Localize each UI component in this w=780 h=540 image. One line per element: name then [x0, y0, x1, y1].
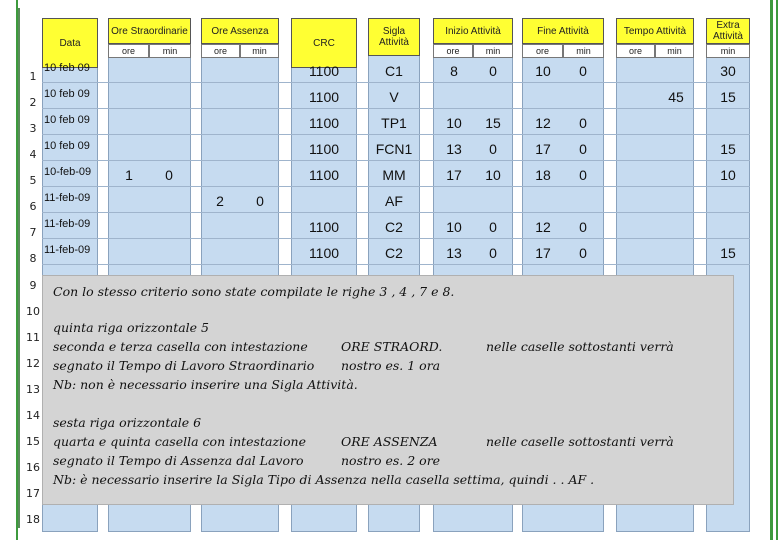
cell-crc[interactable]: 1100 [308, 141, 340, 157]
row-divider [42, 134, 750, 135]
cell-fine-ore[interactable]: 17 [535, 245, 551, 261]
note-line-1: Con lo stesso criterio sono state compilate le righe 3 , 4 , 7 e 8. [53, 284, 455, 299]
note-p1-line-c1: segnato il Tempo di Lavoro Straordinario [53, 358, 315, 373]
row-number[interactable]: 12 [26, 357, 40, 370]
cell-fine-min[interactable]: 0 [579, 63, 587, 79]
note-p2-line-b3: nelle caselle sottostanti verrà [486, 434, 674, 449]
explanation-note [42, 275, 734, 505]
row-number[interactable]: 5 [29, 174, 37, 187]
row-number[interactable]: 6 [29, 200, 37, 213]
cell-inizio-min[interactable]: 15 [485, 115, 501, 131]
cell-sigla[interactable]: FCN1 [375, 141, 413, 157]
cell-data[interactable]: 10-feb-09 [44, 166, 92, 178]
cell-assenza-min[interactable]: 0 [256, 193, 264, 209]
row-number[interactable]: 2 [29, 96, 37, 109]
row-number[interactable]: 11 [26, 331, 40, 344]
header-sigla-attivita[interactable]: Sigla Attività [368, 18, 420, 56]
subheader-inizio-min: min [473, 44, 513, 58]
cell-fine-min[interactable]: 0 [579, 167, 587, 183]
row-number[interactable]: 18 [26, 513, 40, 526]
cell-data[interactable]: 10 feb 09 [44, 140, 90, 152]
cell-data[interactable]: 10 feb 09 [44, 62, 90, 74]
note-p2-line-c2: nostro es. 2 ore [341, 453, 441, 468]
cell-inizio-ore[interactable]: 13 [446, 245, 462, 261]
note-p2-nb: Nb: è necessario inserire la Sigla Tipo di Assenza nella casella settima, quindi . . AF . [53, 472, 595, 487]
cell-sigla[interactable]: C1 [385, 63, 403, 79]
cell-inizio-min[interactable]: 0 [489, 219, 497, 235]
frame-right-border [770, 0, 773, 540]
header-crc[interactable]: CRC [291, 18, 357, 68]
header-ore-straordinarie[interactable]: Ore Straordinarie [108, 18, 191, 44]
row-number[interactable]: 16 [26, 461, 40, 474]
note-p1-line-b1: seconda e terza casella con intestazione [53, 339, 308, 354]
cell-fine-min[interactable]: 0 [579, 219, 587, 235]
header-inizio-attivita[interactable]: Inizio Attività [433, 18, 513, 44]
note-p1-nb: Nb: non è necessario inserire una Sigla Attività. [53, 377, 358, 392]
note-p2-title: sesta riga orizzontale 6 [53, 415, 202, 430]
cell-extra[interactable]: 30 [720, 63, 736, 79]
cell-crc[interactable]: 1100 [308, 167, 340, 183]
row-number[interactable]: 10 [26, 305, 40, 318]
cell-crc[interactable]: 1100 [308, 245, 340, 261]
row-number[interactable]: 14 [26, 409, 40, 422]
subheader-fine-ore: ore [522, 44, 563, 58]
cell-crc[interactable]: 1100 [308, 115, 340, 131]
header-extra-attivita[interactable]: Extra Attività [706, 18, 750, 44]
note-p2-line-c1: segnato il Tempo di Assenza dal Lavoro [53, 453, 304, 468]
cell-crc[interactable]: 1100 [308, 89, 340, 105]
note-p1-line-b2: ORE STRAORD. [341, 339, 443, 354]
cell-inizio-ore[interactable]: 8 [450, 63, 458, 79]
cell-inizio-min[interactable]: 10 [485, 167, 501, 183]
cell-straord-min[interactable]: 0 [165, 167, 173, 183]
cell-sigla[interactable]: AF [385, 193, 403, 209]
cell-fine-ore[interactable]: 12 [535, 115, 551, 131]
cell-data[interactable]: 10 feb 09 [44, 114, 90, 126]
cell-inizio-ore[interactable]: 13 [446, 141, 462, 157]
row-divider [42, 82, 750, 83]
cell-fine-ore[interactable]: 10 [535, 63, 551, 79]
cell-sigla[interactable]: V [389, 89, 399, 105]
cell-sigla[interactable]: TP1 [381, 115, 407, 131]
cell-fine-min[interactable]: 0 [579, 245, 587, 261]
subheader-straord-min: min [149, 44, 191, 58]
subheader-tempo-ore: ore [616, 44, 655, 58]
note-p2-line-b2: ORE ASSENZA [341, 434, 438, 449]
note-p1-line-b3: nelle caselle sottostanti verrà [486, 339, 674, 354]
row-divider [42, 160, 750, 161]
cell-extra[interactable]: 15 [720, 245, 736, 261]
header-tempo-attivita[interactable]: Tempo Attività [616, 18, 694, 44]
cell-sigla[interactable]: C2 [385, 245, 403, 261]
cell-crc[interactable]: 1100 [308, 219, 340, 235]
cell-fine-min[interactable]: 0 [579, 141, 587, 157]
cell-inizio-ore[interactable]: 10 [446, 115, 462, 131]
cell-straord-ore[interactable]: 1 [125, 167, 133, 183]
cell-extra[interactable]: 10 [720, 167, 736, 183]
header-ore-assenza[interactable]: Ore Assenza [201, 18, 279, 44]
cell-inizio-min[interactable]: 0 [489, 141, 497, 157]
row-number[interactable]: 1 [29, 70, 37, 83]
cell-data[interactable]: 11-feb-09 [44, 192, 91, 204]
subheader-assenza-ore: ore [201, 44, 240, 58]
subheader-assenza-min: min [240, 44, 279, 58]
row-number[interactable]: 9 [29, 279, 37, 292]
row-number[interactable]: 3 [29, 122, 37, 135]
cell-extra[interactable]: 15 [720, 141, 736, 157]
subheader-tempo-min: min [655, 44, 694, 58]
row-divider [42, 238, 750, 239]
cell-inizio-min[interactable]: 0 [489, 63, 497, 79]
subheader-inizio-ore: ore [433, 44, 473, 58]
row-number[interactable]: 4 [29, 148, 37, 161]
note-p2-line-b1: quarta e quinta casella con intestazione [53, 434, 307, 449]
cell-data[interactable]: 11-feb-09 [44, 218, 91, 230]
row-divider [42, 264, 750, 265]
header-fine-attivita[interactable]: Fine Attività [522, 18, 604, 44]
cell-data[interactable]: 10 feb 09 [44, 88, 90, 100]
row-divider [42, 212, 750, 213]
row-number[interactable]: 15 [26, 435, 40, 448]
cell-sigla[interactable]: C2 [385, 219, 403, 235]
frame-right-border-outer [776, 0, 778, 540]
cell-fine-min[interactable]: 0 [579, 115, 587, 131]
cell-fine-ore[interactable]: 17 [535, 141, 551, 157]
row-number[interactable]: 7 [29, 226, 37, 239]
note-p1-line-c2: nostro es. 1 ora [341, 358, 441, 373]
header-data[interactable]: Data [42, 18, 98, 68]
row-number[interactable]: 17 [26, 487, 40, 500]
cell-tempo-min[interactable]: 45 [668, 89, 684, 105]
row-number[interactable]: 13 [26, 383, 40, 396]
cell-fine-ore[interactable]: 12 [535, 219, 551, 235]
cell-sigla[interactable]: MM [382, 167, 406, 183]
cell-data[interactable]: 11-feb-09 [44, 244, 91, 256]
subheader-fine-min: min [563, 44, 604, 58]
cell-fine-ore[interactable]: 18 [535, 167, 551, 183]
cell-inizio-ore[interactable]: 10 [446, 219, 462, 235]
note-p1-title: quinta riga orizzontale 5 [53, 320, 209, 335]
subheader-straord-ore: ore [108, 44, 149, 58]
subheader-extra-min: min [706, 44, 750, 58]
row-divider [42, 186, 750, 187]
cell-inizio-ore[interactable]: 17 [446, 167, 462, 183]
cell-crc[interactable]: 1100 [308, 63, 340, 79]
cell-inizio-min[interactable]: 0 [489, 245, 497, 261]
row-number[interactable]: 8 [29, 252, 37, 265]
cell-assenza-ore[interactable]: 2 [216, 193, 224, 209]
row-divider [42, 108, 750, 109]
cell-extra[interactable]: 15 [720, 89, 736, 105]
